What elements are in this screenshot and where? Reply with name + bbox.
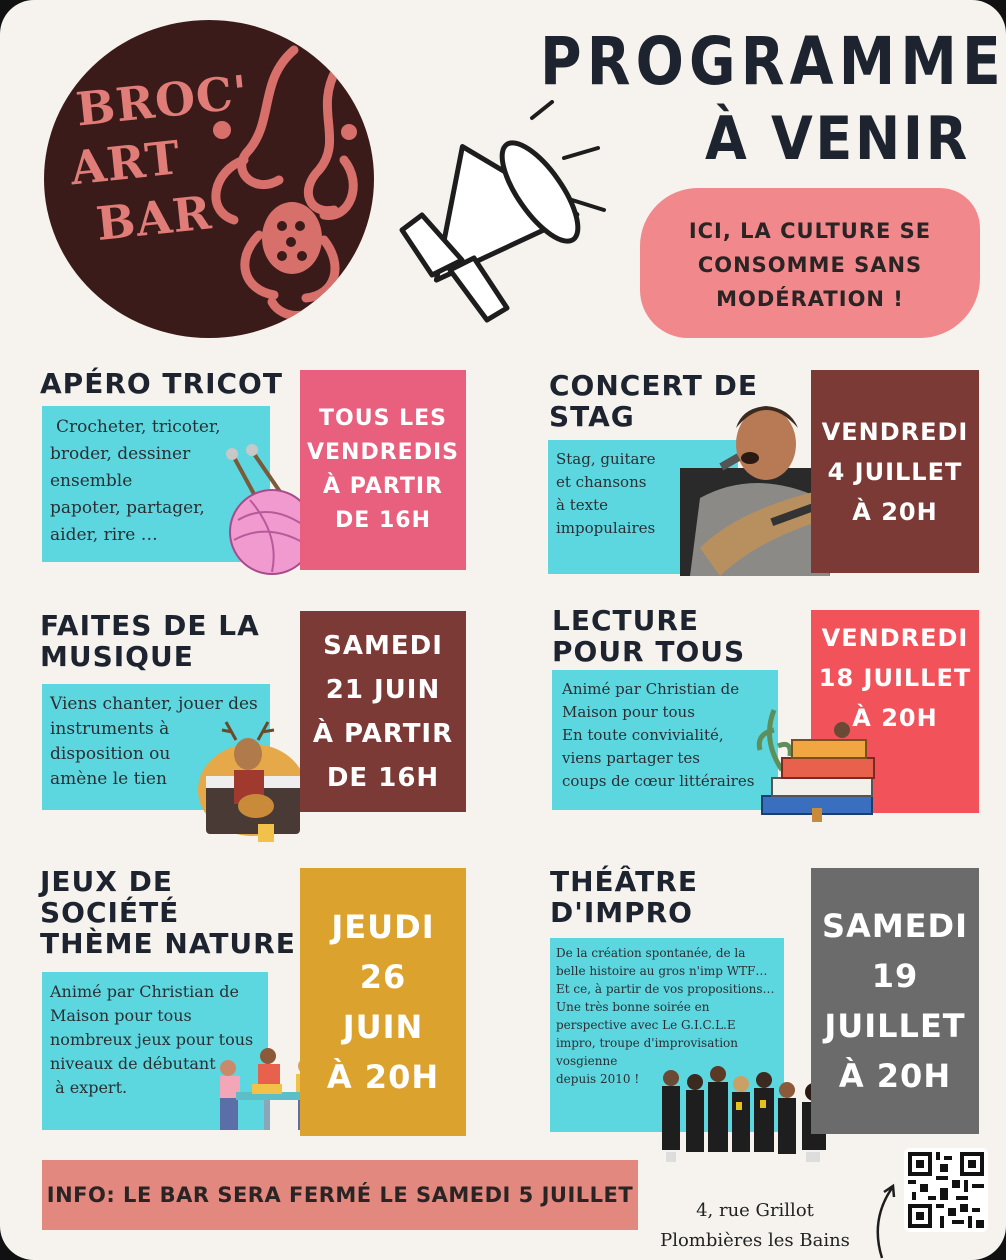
singer-photo xyxy=(680,398,830,576)
event-title-lecture: LECTURE POUR TOUS xyxy=(552,604,746,668)
desc-line: disposition ou xyxy=(50,744,171,764)
desc-line: Une très bonne soirée en xyxy=(556,1000,710,1014)
desc-line: depuis 2010 ! xyxy=(556,1072,640,1086)
desc-line: à texte xyxy=(556,496,608,514)
curved-arrow-icon xyxy=(866,1180,902,1260)
qr-code[interactable] xyxy=(904,1148,988,1232)
desc-line: perspective avec Le G.I.C.L.E xyxy=(556,1018,736,1032)
event-date-lecture: VENDREDI 18 JUILLET À 20H xyxy=(811,610,979,813)
desc-line: impro, troupe d'improvisation xyxy=(556,1036,738,1050)
broc-art-bar-logo xyxy=(44,20,374,338)
desc-line: Stag, guitare xyxy=(556,450,656,468)
address xyxy=(650,1196,860,1256)
desc-line: instruments à xyxy=(50,719,170,739)
logo-line-2: ART xyxy=(67,130,184,196)
desc-line: Crocheter, tricoter, xyxy=(56,417,221,437)
desc-line: et chansons xyxy=(556,473,647,491)
desc-line: Animé par Christian de xyxy=(562,680,740,698)
desc-line: amène le tien xyxy=(50,769,167,789)
desc-line: Et ce, à partir de vos propositions… xyxy=(556,982,775,996)
desc-line: En toute convivialité, xyxy=(562,726,724,744)
event-date-apero-tricot: TOUS LES VENDREDIS À PARTIR DE 16H xyxy=(300,370,466,570)
event-date-jeux-societe: JEUDI 26 JUIN À 20H xyxy=(300,868,466,1136)
desc-line: ensemble xyxy=(50,471,133,491)
page-title-line-1: PROGRAMME xyxy=(540,23,1006,100)
desc-line: papoter, partager, xyxy=(50,498,205,518)
desc-line: coups de cœur littéraires xyxy=(562,772,755,790)
desc-line: Animé par Christian de xyxy=(50,982,239,1001)
deer-guitarist-illustration xyxy=(196,720,308,844)
logo-wordmark xyxy=(67,64,252,254)
desc-line: Maison pour tous xyxy=(50,1006,192,1025)
desc-line: De la création spontanée, de la xyxy=(556,946,746,960)
info-banner: INFO: LE BAR SERA FERMÉ LE SAMEDI 5 JUILLET xyxy=(42,1160,638,1230)
slogan-banner: ICI, LA CULTURE SE CONSOMME SANS MODÉRATION ! xyxy=(640,188,980,338)
event-date-faites-musique: SAMEDI 21 JUIN À PARTIR DE 16H xyxy=(300,611,466,812)
address-street: 4, rue Grillot xyxy=(696,1200,814,1221)
desc-line: niveaux de débutant xyxy=(50,1054,216,1073)
event-description-lecture xyxy=(552,670,778,810)
qr-code-pattern xyxy=(904,1148,988,1232)
event-date-theatre-impro: SAMEDI 19 JUILLET À 20H xyxy=(811,868,979,1134)
event-title-jeux-societe: JEUX DE SOCIÉTÉ THÈME NATURE xyxy=(40,865,296,960)
desc-line: Maison pour tous xyxy=(562,703,695,721)
desc-line: broder, dessiner xyxy=(50,444,191,464)
desc-line: vosgienne xyxy=(556,1054,618,1068)
address-town: Plombières les Bains xyxy=(660,1230,850,1251)
desc-line: viens partager tes xyxy=(562,749,700,767)
desc-line: aider, rire … xyxy=(50,525,158,545)
desc-line: belle histoire au gros n'imp WTF… xyxy=(556,964,768,978)
event-title-apero-tricot: APÉRO TRICOT xyxy=(40,367,283,400)
event-date-concert-stag: VENDREDI 4 JUILLET À 20H xyxy=(811,370,979,573)
event-title-faites-musique: FAITES DE LA MUSIQUE xyxy=(40,609,260,673)
desc-line: impopulaires xyxy=(556,519,656,537)
logo-line-1: BROC' xyxy=(73,64,252,137)
page-title-line-2: À VENIR xyxy=(704,104,970,174)
books-icon xyxy=(752,700,884,824)
desc-line: à expert. xyxy=(50,1078,128,1097)
desc-line: Viens chanter, jouer des xyxy=(50,694,258,714)
event-title-concert-stag: CONCERT DE STAG xyxy=(549,369,758,433)
event-title-theatre-impro: THÉÂTRE D'IMPRO xyxy=(550,865,698,929)
desc-line: nombreux jeux pour tous xyxy=(50,1030,254,1049)
logo-line-3: BAR xyxy=(93,185,215,252)
